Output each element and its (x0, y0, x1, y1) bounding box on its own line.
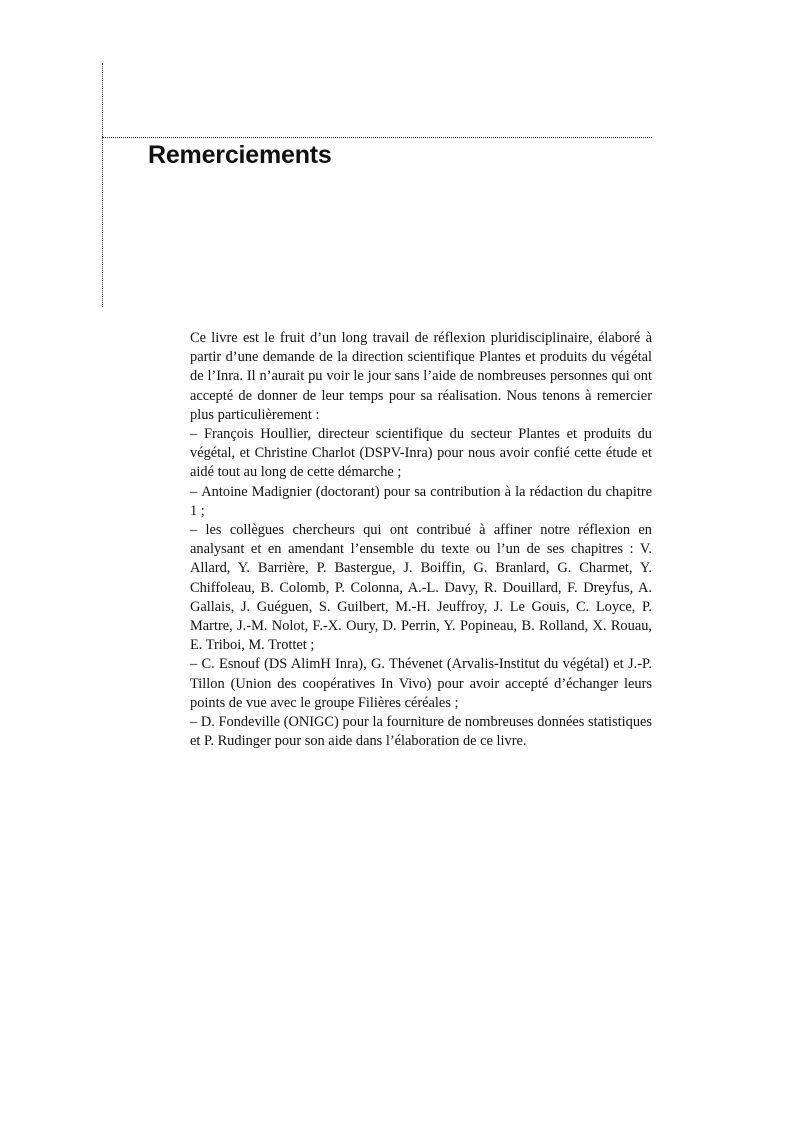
list-item: – D. Fondeville (ONIGC) pour la fourniture de nombreuses données statistiques et P. Rudinger pour son aide dans l’élaboration de ce livre. (190, 713, 652, 751)
list-item: – les collègues chercheurs qui ont contribué à affiner notre réflexion en analysant et en amendant l’ensemble du texte ou l’un de ses chapitres : V. Allard, Y. Barrière, P. Bastergue, J. Boiffin, G. Branlard, G. Charmet, Y. Chiffoleau, B. Colomb, P. Colonna, A.-L. Davy, R. Douillard, F. Dreyfus, A. Gallais, J. Guéguen, S. Guilbert, M.-H. Jeuffroy, J. Le Gouis, C. Loyce, P. Martre, J.-M. Nolot, F.-X. Oury, D. Perrin, Y. Popineau, B. Rolland, X. Rouau, E. Triboi, M. Trottet ; (190, 521, 652, 655)
list-item: – C. Esnouf (DS AlimH Inra), G. Thévenet (Arvalis-Institut du végétal) et J.-P. Tillon (Union des coopératives In Vivo) pour avoir accepté d’échanger leurs points de vue avec le groupe Filières céréales ; (190, 655, 652, 713)
acknowledgements-body (190, 329, 652, 751)
page-title: Remerciements (148, 141, 332, 169)
list-item: – Antoine Madignier (doctorant) pour sa contribution à la rédaction du chapitre 1 ; (190, 483, 652, 521)
vertical-dotted-rule (102, 63, 103, 307)
intro-paragraph: Ce livre est le fruit d’un long travail de réflexion pluridisciplinaire, élaboré à partir d’une demande de la direction scientifique Plantes et produits du végétal de l’Inra. Il n’aurait pu voir le jour sans l’aide de nombreuses personnes qui ont accepté de donner de leur temps pour sa réalisation. Nous tenons à remercier plus particulièrement : (190, 330, 652, 423)
list-item: – François Houllier, directeur scientifique du secteur Plantes et produits du végétal, et Christine Charlot (DSPV-Inra) pour nous avoir confié cette étude et aidé tout au long de cette démarche ; (190, 425, 652, 483)
horizontal-dotted-rule (102, 137, 652, 138)
acknowledgements-list (190, 425, 652, 751)
